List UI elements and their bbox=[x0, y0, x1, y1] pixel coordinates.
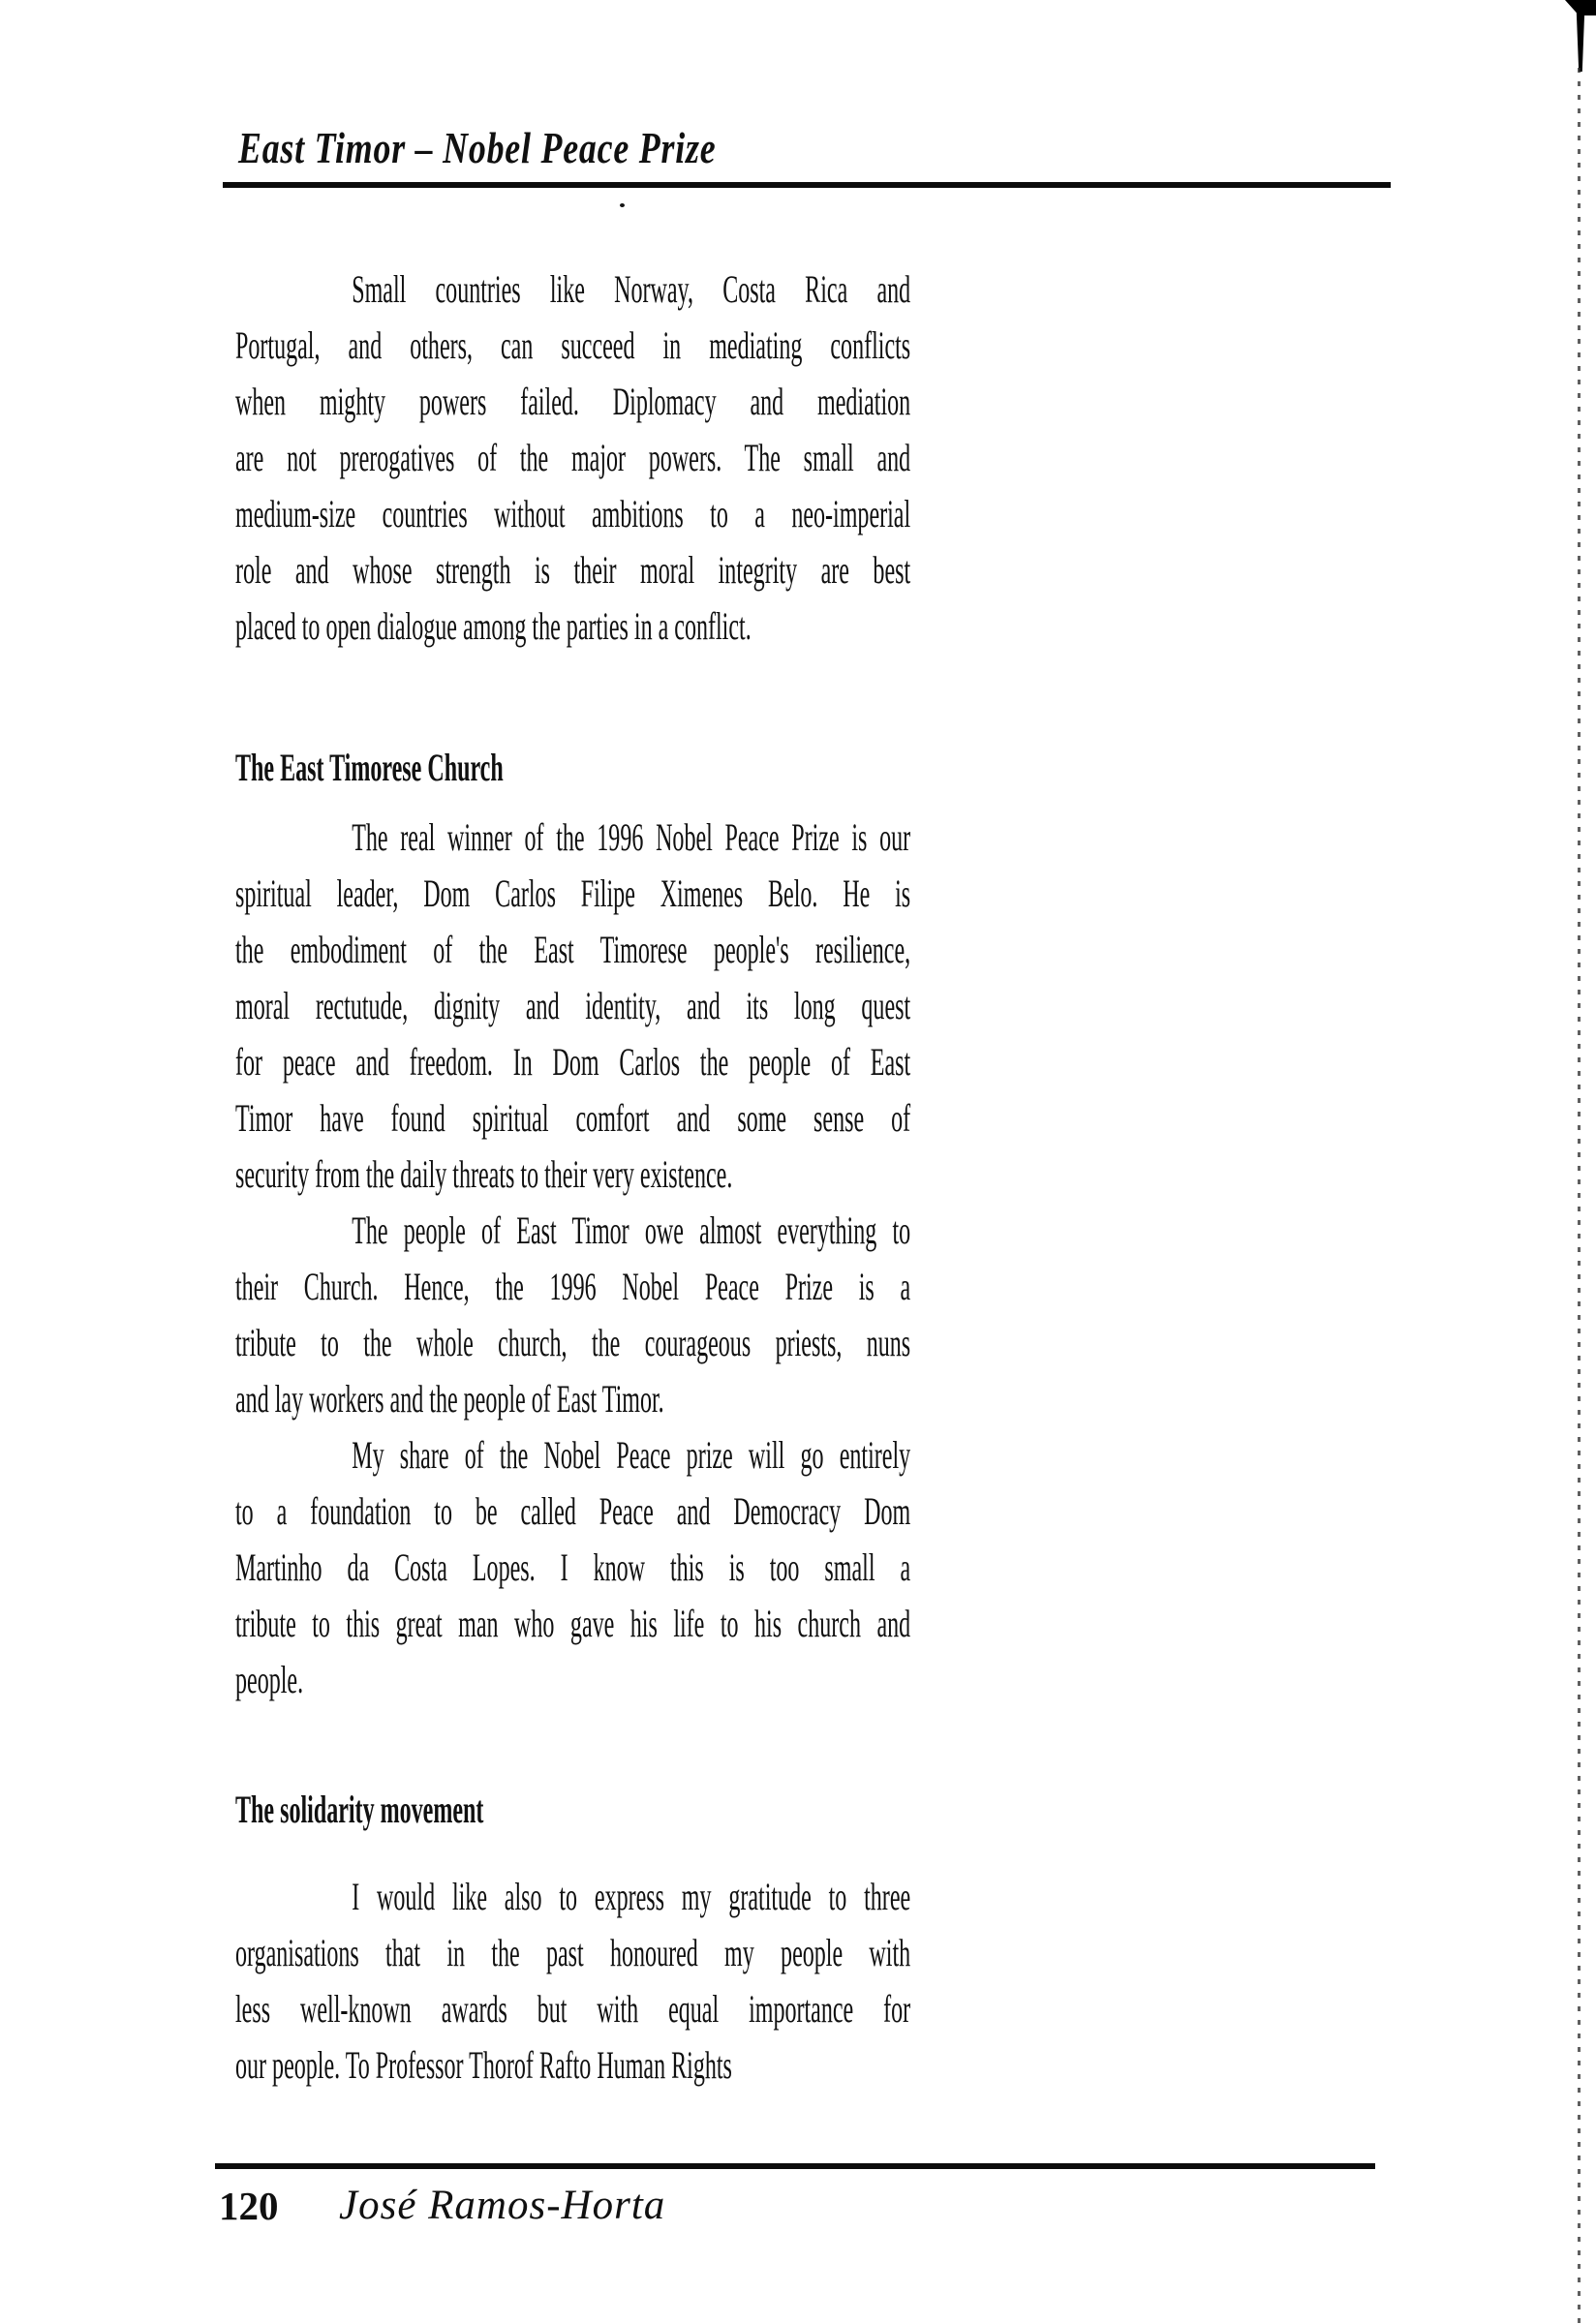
footer-author: José Ramos-Horta bbox=[339, 2183, 666, 2228]
text-line: the embodiment of the East Timorese people's resilience, bbox=[235, 928, 911, 971]
scan-page-edge-line bbox=[1578, 68, 1581, 2324]
text-line: to a foundation to be called Peace and Democracy Dom bbox=[235, 1489, 911, 1533]
text-line: our people. To Professor Thorof Rafto Human Rights bbox=[235, 2043, 732, 2087]
text-line: Small countries like Norway, Costa Rica and bbox=[352, 267, 911, 311]
text-line: their Church. Hence, the 1996 Nobel Peace Prize is a bbox=[235, 1265, 911, 1308]
section-heading: The solidarity movement bbox=[235, 1788, 484, 1831]
text-line: organisations that in the past honoured my people with bbox=[235, 1931, 911, 1974]
text-line: placed to open dialogue among the parties in a conflict. bbox=[235, 604, 752, 648]
text-line: spiritual leader, Dom Carlos Filipe Ximenes Belo. He is bbox=[235, 872, 911, 915]
text-line: My share of the Nobel Peace prize will go entirely bbox=[352, 1433, 911, 1477]
text-line: tribute to this great man who gave his life to his church and bbox=[235, 1602, 911, 1645]
text-line: moral rectutude, dignity and identity, and its long quest bbox=[235, 984, 911, 1027]
footer-page-number: 120 bbox=[219, 2184, 279, 2228]
footer-rule bbox=[215, 2163, 1375, 2169]
running-header-title: East Timor – Nobel Peace Prize bbox=[238, 123, 717, 172]
text-line: for peace and freedom. In Dom Carlos the people of East bbox=[235, 1040, 911, 1084]
body-paragraph bbox=[235, 810, 910, 1203]
text-line: Martinho da Costa Lopes. I know this is too small a bbox=[235, 1545, 911, 1589]
text-column bbox=[235, 0, 910, 2324]
body-paragraph bbox=[235, 261, 910, 655]
text-line: Timor have found spiritual comfort and some sense of bbox=[235, 1096, 911, 1140]
text-line: medium-size countries without ambitions to a neo-imperial bbox=[235, 492, 911, 535]
text-line: The real winner of the 1996 Nobel Peace Prize is our bbox=[352, 815, 911, 859]
section-heading: The East Timorese Church bbox=[235, 746, 504, 789]
text-line: tribute to the whole church, the courageous priests, nuns bbox=[235, 1321, 911, 1364]
text-line: role and whose strength is their moral integrity are best bbox=[235, 548, 911, 592]
text-line: The people of East Timor owe almost everything to bbox=[352, 1208, 911, 1252]
body-paragraph bbox=[235, 1869, 910, 2094]
text-line: less well-known awards but with equal importance for bbox=[235, 1987, 911, 2031]
body-paragraph bbox=[235, 1427, 910, 1708]
text-line: people. bbox=[235, 1658, 304, 1701]
scan-corner-artifact-tail bbox=[1575, 12, 1586, 72]
text-line: Portugal, and others, can succeed in mediating conflicts bbox=[235, 323, 911, 367]
text-line: when mighty powers failed. Diplomacy and mediation bbox=[235, 380, 911, 423]
text-line: security from the daily threats to their very existence. bbox=[235, 1152, 733, 1196]
text-line: are not prerogatives of the major powers. The small and bbox=[235, 436, 911, 479]
text-line: and lay workers and the people of East Timor. bbox=[235, 1377, 664, 1421]
body-paragraph bbox=[235, 1203, 910, 1427]
text-line: I would like also to express my gratitude to three bbox=[352, 1875, 911, 1918]
